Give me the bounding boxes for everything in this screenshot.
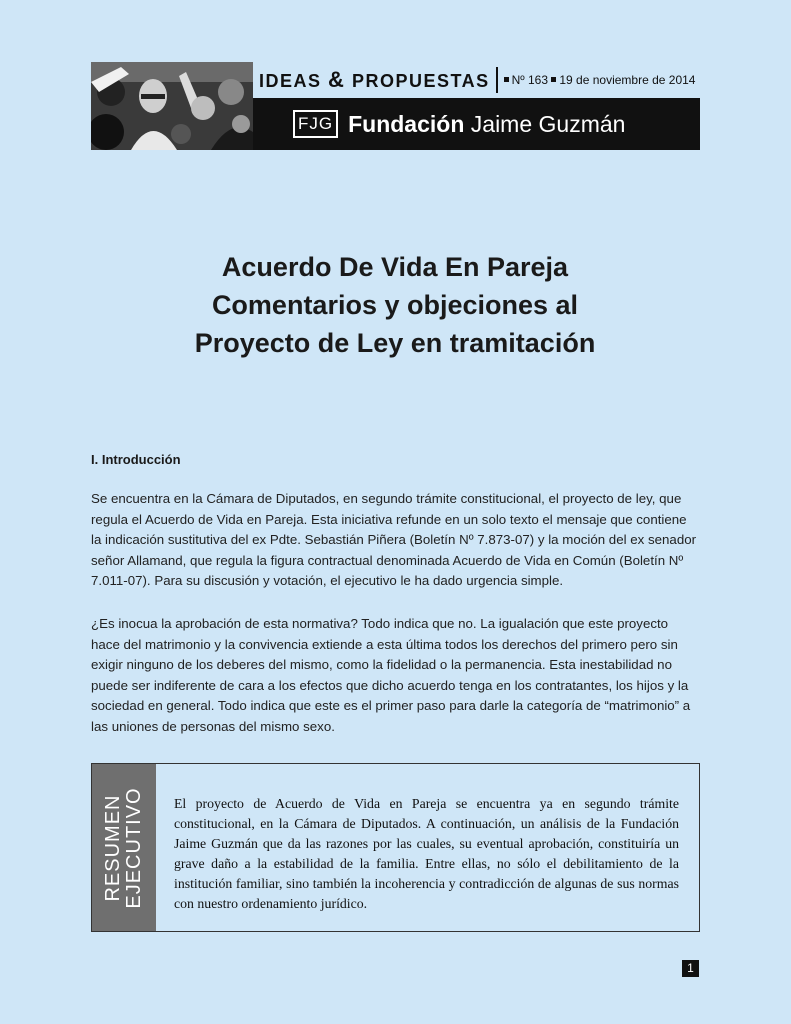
section-heading: I. Introducción	[91, 452, 181, 467]
summary-label: RESUMEN EJECUTIVO	[102, 787, 145, 909]
organization-banner	[253, 98, 700, 150]
issue-date: 19 de noviembre de 2014	[559, 73, 696, 87]
publication-header	[253, 62, 700, 98]
intro-paragraph-1: Se encuentra en la Cámara de Diputados, en segundo trámite constitucional, el proyecto de ley, que regula el Acuerdo de Vida en Pareja. Esta iniciativa refunde en un solo texto el mensaje que contiene la indicación sustitutiva del ex Pdte. Sebastián Piñera (Boletín Nº 7.873-07) y la moción del ex senador señor Allamand, que regula la figura contractual denominada Acuerdo de Vida en Común (Boletín Nº 7.011-07). Para su discusión y votación, el ejecutivo le ha dado urgencia simple.	[91, 491, 697, 589]
summary-label-panel	[92, 764, 156, 931]
series-title: IDEAS & PROPUESTAS	[259, 67, 490, 92]
title-line-1: Acuerdo De Vida En Pareja	[221, 252, 569, 282]
fjg-logo: FJG	[293, 110, 338, 138]
title-line-2: Comentarios y objeciones al	[211, 290, 579, 320]
issue-info	[504, 73, 696, 87]
issue-number: Nº 163	[511, 73, 549, 87]
document-title	[90, 248, 700, 362]
header-divider	[496, 67, 498, 93]
executive-summary-box	[91, 763, 700, 932]
page-number: 1	[682, 960, 699, 977]
intro-paragraph-2: ¿Es inocua la aprobación de esta normativa? Todo indica que no. La igualación que este proyecto hace del matrimonio y la convivencia extiende a esta última todos los derechos del primero pero sin exigir ninguno de los deberes del mismo, como la fidelidad o la permanencia. Esta inestabilidad no puede ser indiferente de cara a los efectos que dicho acuerdo tenga en los contratantes, los hijos y la sociedad en general. Todo indica que este es el primer paso para darle la categoría de “matrimonio” a las uniones de personas del mismo sexo.	[91, 616, 691, 734]
crowd-photo-image	[91, 62, 253, 150]
summary-text: El proyecto de Acuerdo de Vida en Pareja se encuentra ya en segundo trámite constitucional, en la Cámara de Diputados. A continuación, un análisis de la Fundación Jaime Guzmán que da las razones por las cuales, su eventual aprobación, constituiría un grave daño a la estabilidad de la familia. Entre ellas, no sólo el debilitamiento de la institución familiar, sino también la incoherencia y contradicción de algunas de sus normas con nuestro ordenamiento jurídico.	[174, 796, 679, 911]
organization-name: Fundación Jaime Guzmán	[348, 110, 626, 137]
title-line-3: Proyecto de Ley en tramitación	[194, 328, 596, 358]
header-photo	[91, 62, 253, 150]
